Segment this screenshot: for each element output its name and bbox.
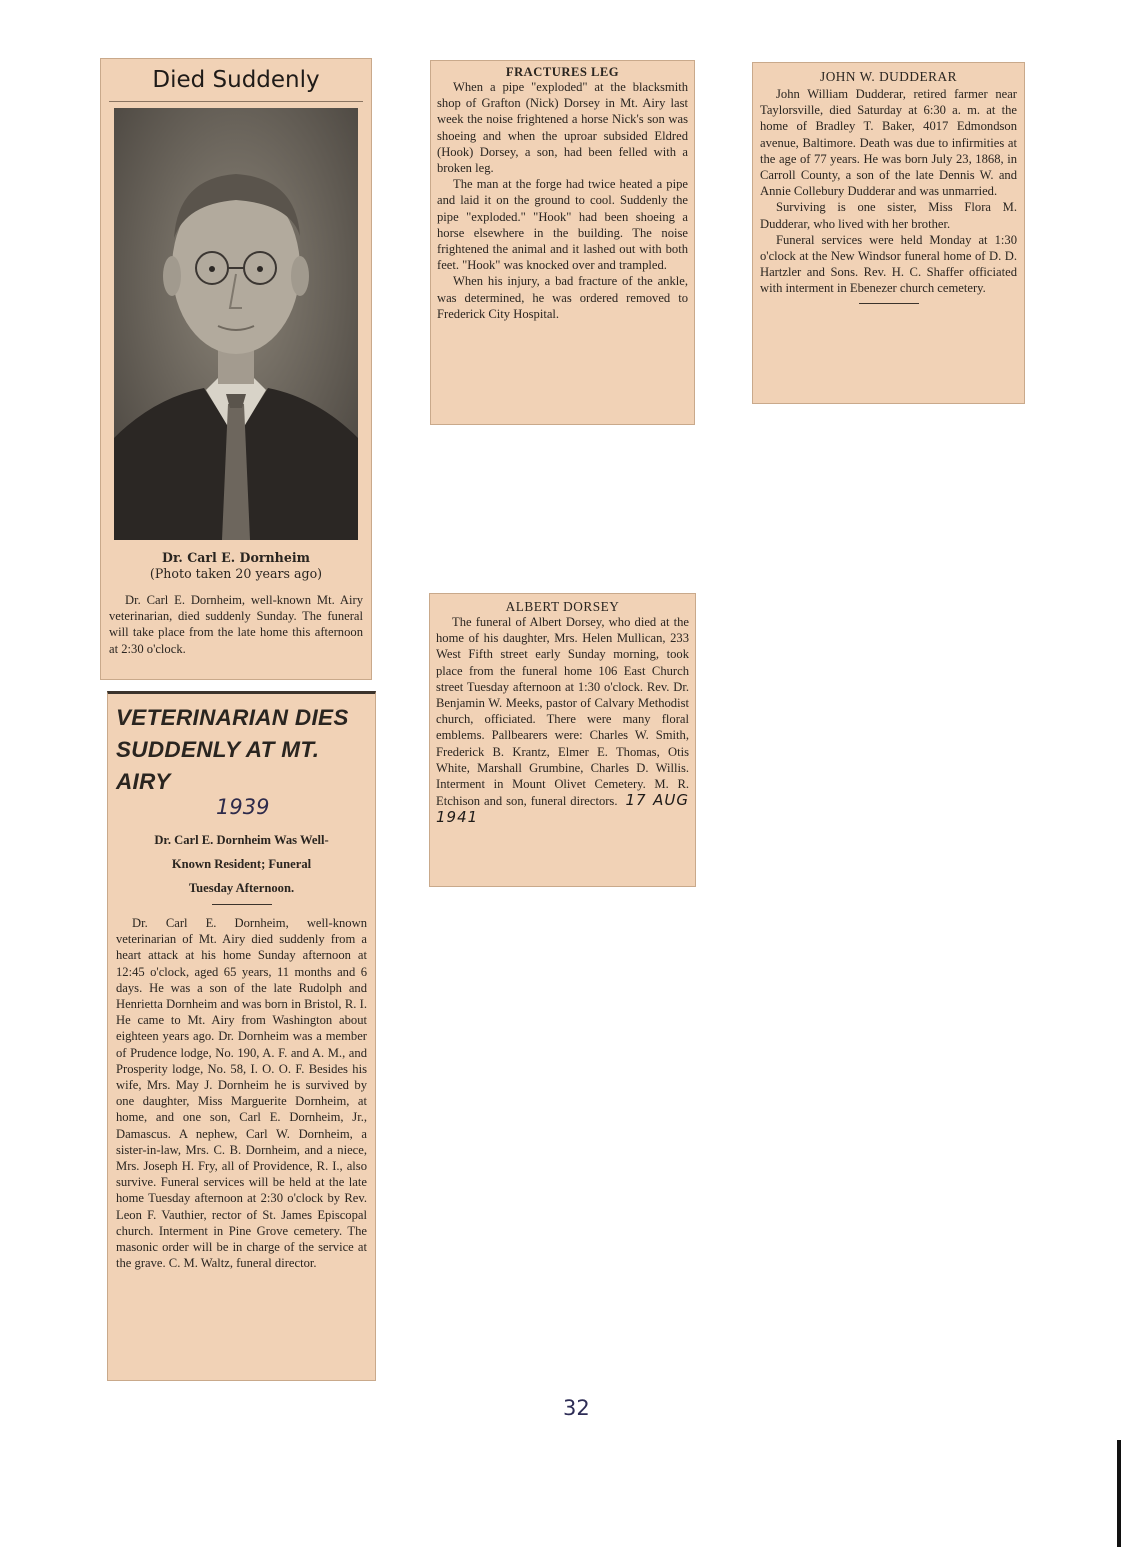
headline-died-suddenly: Died Suddenly — [109, 67, 363, 102]
subheadline-line-1: Dr. Carl E. Dornheim Was Well- — [154, 833, 329, 847]
paragraph: Surviving is one sister, Miss Flora M. Dudderar, who lived with her brother. — [760, 200, 1017, 231]
paragraph: John William Dudderar, retired farmer near Taylorsville, died Saturday at 6:30 a. m. at the home of Bradley T. Baker, 4017 Edmondson avenue, Baltimore. Death was due to infirmities at the age of 77 years. He was born July 23, 1868, in Carroll County, a son of the late Dennis W. and Annie Collebury Dudderar and was unmarried. — [760, 87, 1017, 199]
article-body — [436, 614, 689, 827]
paragraph — [436, 614, 689, 827]
headline-john-dudderar: JOHN W. DUDDERAR — [820, 69, 957, 84]
scan-edge-mark — [1117, 1440, 1121, 1547]
photo-caption-name: Dr. Carl E. Dornheim — [162, 550, 310, 565]
divider — [212, 904, 272, 905]
paragraph: Funeral services were held Monday at 1:30 o'clock at the New Windsor funeral home of D. D. Hartzler and Sons. Rev. H. C. Shaffer officiated with interment in Ebenezer church cemetery. — [760, 232, 1017, 296]
paragraph: Dr. Carl E. Dornheim, well-known Mt. Airy veterinarian, died suddenly Sunday. The funeral will take place from the late home this afternoon at 2:30 o'clock. — [109, 593, 363, 656]
headline-veterinarian — [116, 702, 367, 798]
subheadline-line-3: Tuesday Afternoon. — [188, 881, 295, 895]
page-number: 32 — [563, 1396, 590, 1420]
headline-fractures-leg: FRACTURES LEG — [505, 65, 620, 79]
subheadline-line-2: Known Resident; Funeral — [171, 857, 312, 871]
clipping-albert-dorsey — [429, 593, 696, 887]
paragraph-text: The funeral of Albert Dorsey, who died at the home of his daughter, Mrs. Helen Mullican, 233 West Fifth street early Sunday morning, took place from the funeral home 106 East Church street Tuesday afternoon at 1:30 o'clock. Rev. Dr. Benjamin W. Meeks, pastor of Calvary Methodist church, officiated. There were many floral emblems. Pallbearers were: Charles W. Smith, Frederick B. Krantz, Elmer E. Thomas, Otis White, Marshall Grumbine, Charles D. Willis. Interment in Mount Olivet Cemetery. M. R. Etchison and son, funeral directors. — [436, 615, 689, 809]
handwritten-date: 17 AUG 1941 — [436, 791, 689, 827]
subheadline — [116, 828, 367, 900]
paragraph: When his injury, a bad fracture of the ankle, was determined, he was ordered removed to Frederick City Hospital. — [437, 274, 688, 321]
clipping-veterinarian-dies — [107, 691, 376, 1381]
portrait-photo — [114, 108, 358, 540]
headline-albert-dorsey: ALBERT DORSEY — [505, 599, 620, 614]
article-body — [760, 86, 1017, 297]
paragraph: The man at the forge had twice heated a pipe and laid it on the ground to cool. Suddenly the pipe "exploded." "Hook" had been shoeing a horse elsewhere in the building. The noise frightened the animal and it lashed out with both feet. "Hook" was knocked over and trampled. — [437, 177, 688, 273]
article-body — [109, 592, 363, 657]
article-body — [437, 79, 688, 322]
divider — [859, 303, 919, 304]
paragraph: Dr. Carl E. Dornheim, well-known veterinarian of Mt. Airy died suddenly from a heart attack at his home Sunday afternoon at 12:45 o'clock, aged 65 years, 11 months and 6 days. He was a son of the late Rudolph and Henrietta Dornheim and was born in Bristol, R. I. He came to Mt. Airy from Washington about eighteen years ago. Dr. Dornheim was a member of Prudence lodge, No. 190, A. F. and A. M., and Prosperity lodge, No. 58, I. O. O. F. Besides his wife, Mrs. May J. Dornheim he is survived by one daughter, Miss Marguerite Dornheim, at home, and one son, Carl E. Dornheim, Jr., Damascus. A nephew, Carl W. Dornheim, a sister-in-law, Mrs. C. B. Dornheim, and a niece, Mrs. Joseph H. Fry, all of Providence, R. I., also survive. Funeral services will be held at the late home Tuesday afternoon at 2:30 o'clock by Rev. Leon F. Vauthier, rector of St. James Episcopal church. Interment in Pine Grove cemetery. The masonic order will be in charge of the service at the grave. C. M. Waltz, funeral director. — [116, 916, 367, 1271]
paragraph: When a pipe "exploded" at the blacksmith shop of Grafton (Nick) Dorsey in Mt. Airy last week the noise frightened a horse Nick's son was shoeing and when the uproar subsided Eldred (Hook) Dorsey, a son, had been felled with a broken leg. — [437, 80, 688, 176]
article-body — [116, 915, 367, 1271]
photo-caption-note: (Photo taken 20 years ago) — [149, 566, 323, 581]
headline-line-1: VETERINARIAN DIES — [116, 705, 349, 730]
handwritten-year: 1939 — [216, 795, 270, 819]
clipping-fractures-leg — [430, 60, 695, 425]
clipping-died-suddenly — [100, 58, 372, 680]
headline-line-2: SUDDENLY AT MT. AIRY — [116, 737, 320, 794]
clipping-john-dudderar — [752, 62, 1025, 404]
